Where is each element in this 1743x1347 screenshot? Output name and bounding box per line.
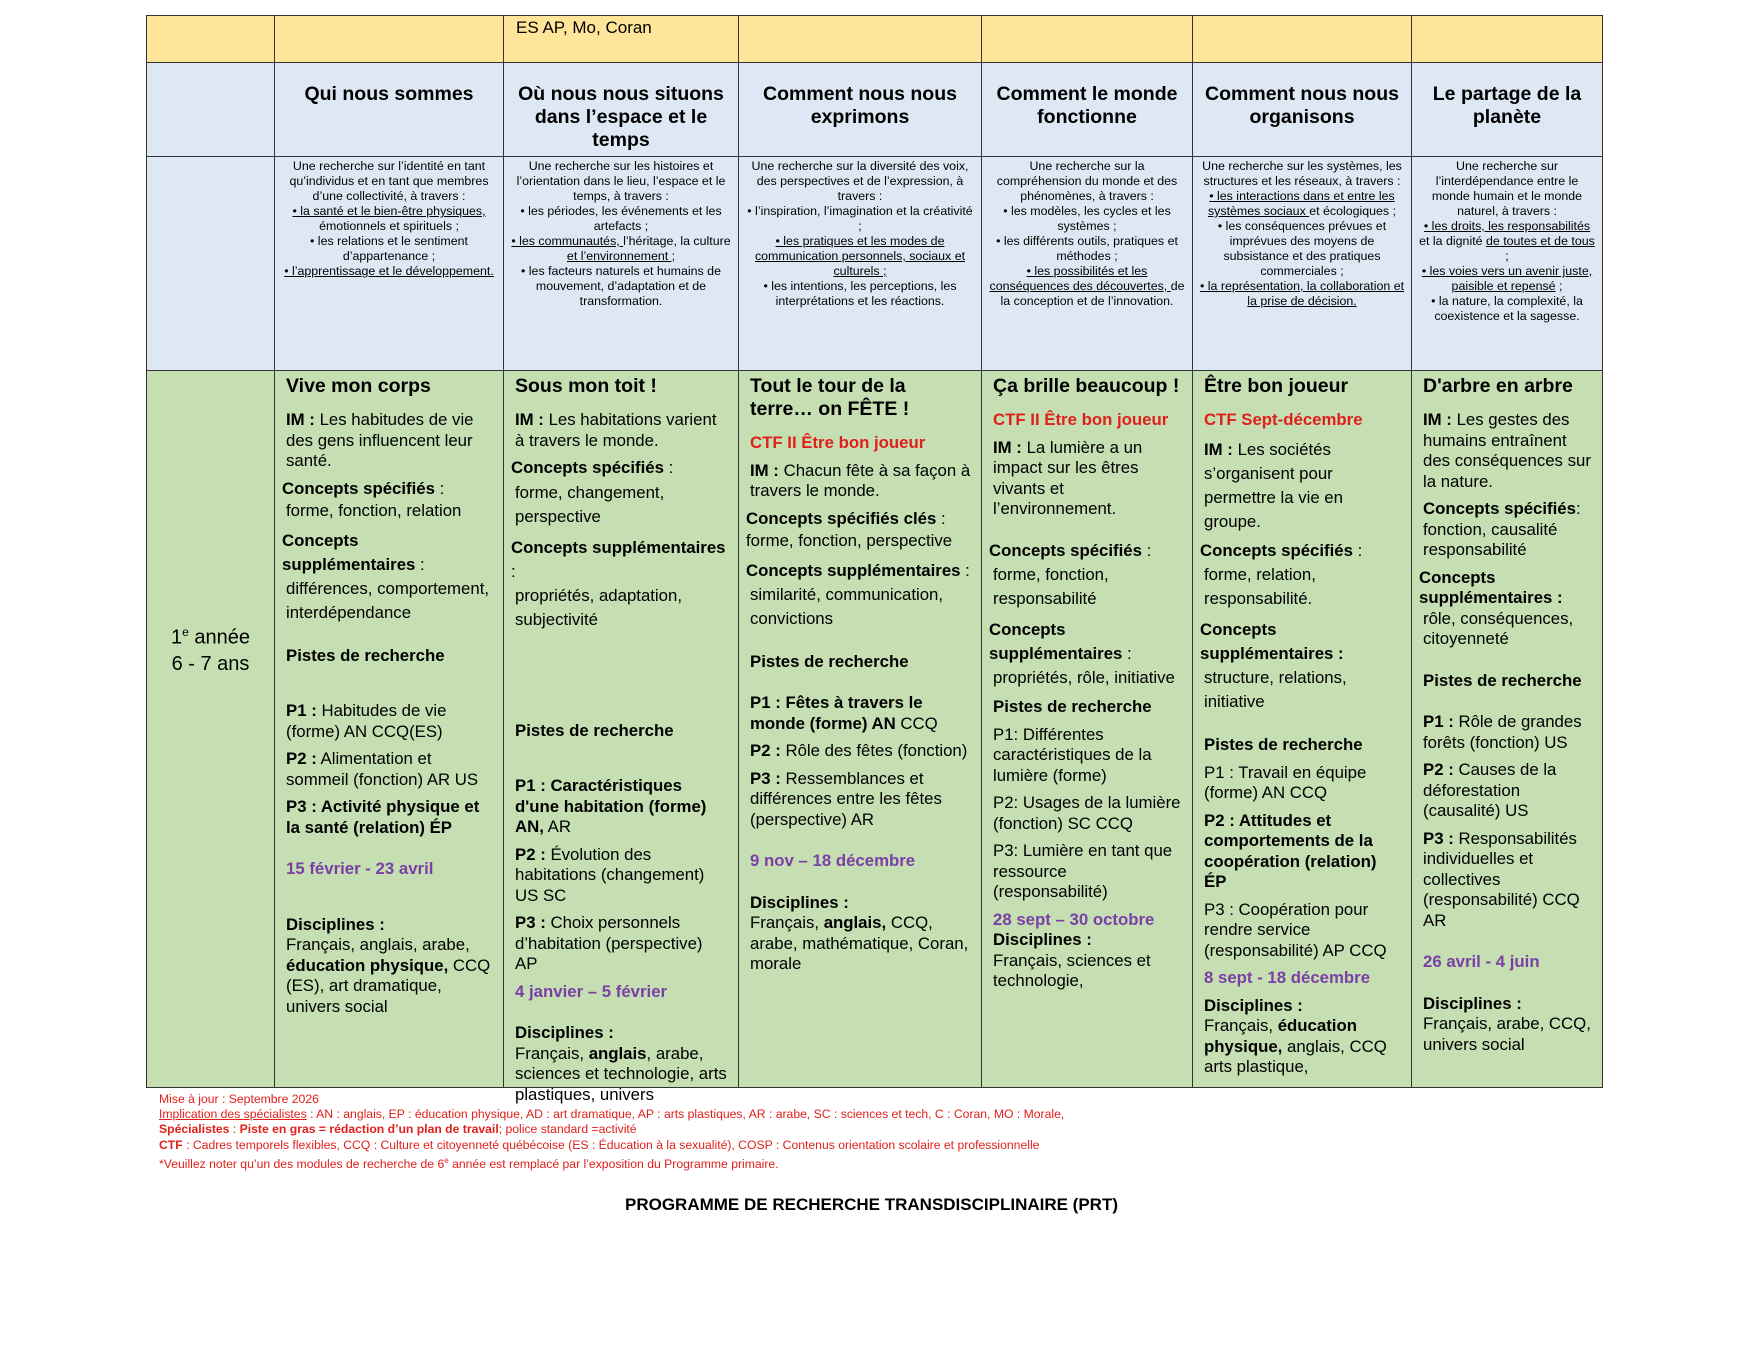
unit-cell: Tout le tour de la terre… on FÊTE ! CTF II Être bon joueur IM : Chacun fête à sa façon à travers le monde. Concepts spécifiés clés : forme, fonction, perspective Concepts supplémentaires : similarité, communication, convictions Pistes de recherche P1 : Fêtes à travers le monde (forme) AN CCQ P2 : Rôle des fêtes (fonction) P3 : Ressemblances et différences entre les fêtes (perspective) AR 9 nov – 18 décembre Disciplines : Français, anglais, CCQ, arabe, mathématique, Coran, morale bbox=[746, 375, 971, 973]
unit-dates: 15 février - 23 avril bbox=[286, 859, 434, 878]
ctf-label: CTF II Être bon joueur bbox=[750, 433, 926, 452]
theme-description: Une recherche sur la diversité des voix, des perspectives et de l’expression, à travers : • l’inspiration, l’imagination et la créativité ; • les pratiques et les modes de communication personnels, sociaux et culturels ; • les intentions, les perceptions, les interprétations et les réactions. bbox=[747, 159, 973, 308]
description-row bbox=[147, 157, 1603, 371]
ctf-label: CTF Sept-décembre bbox=[1204, 410, 1363, 429]
unit-title: Sous mon toit ! bbox=[515, 375, 657, 397]
theme-header: Le partage de la planète bbox=[1432, 83, 1582, 128]
unit-dates: 28 sept – 30 octobre bbox=[993, 909, 1155, 929]
unit-title: Vive mon corps bbox=[286, 375, 431, 397]
top-row bbox=[147, 16, 1603, 63]
top-row-text: ES AP, Mo, Coran bbox=[516, 18, 652, 37]
theme-description: Une recherche sur les histoires et l’orientation dans le lieu, l’espace et le temps, à travers : • les périodes, les événements et les artefacts ; • les communautés, l’héritage, la culture et l’environnement ; • les facteurs naturels et humains de mouvement, d’adaptation et de transformation. bbox=[511, 159, 731, 308]
unit-title: Être bon joueur bbox=[1204, 375, 1349, 397]
document-title: PROGRAMME DE RECHERCHE TRANSDISCIPLINAIRE (PRT) bbox=[624, 1195, 1119, 1214]
unit-dates: 9 nov – 18 décembre bbox=[750, 851, 916, 870]
prt-table bbox=[146, 15, 1603, 1104]
notes: Mise à jour : Septembre 2026 Implication des spécialistes : AN : anglais, EP : éducation physique, AD : art dramatique, AP : arts plastiques, AR : arabe, SC : sciences et tech, C : Coran, MO : Morale, Spécialistes : Piste en gras = rédaction d’un plan de travail; police standard =activité CTF : Cadres temporels flexibles, CCQ : Culture et citoyenneté québécoise (ES : Éducation à la sexualité), COSP : Contenus orientation scolaire et professionnelle *Veuillez noter qu’un des modules de recherche de 6e année est remplacé par l’exposition du Programme primaire. bbox=[159, 1092, 1065, 1171]
theme-header: Comment nous nous exprimons bbox=[763, 83, 957, 128]
unit-cell: D'arbre en arbre IM : Les gestes des humains entraînent des conséquences sur la nature. Concepts spécifiés: fonction, causalité responsabilité Concepts supplémentaires : rôle, conséquences, citoyenneté Pistes de recherche P1 : Rôle de grandes forêts (fonction) US P2 : Causes de la déforestation (causalité) US P3 : Responsabilités individuelles et collectives (responsabilité) CCQ AR 26 avril - 4 juin Disciplines : Français, arabe, CCQ, univers social bbox=[1419, 375, 1591, 1054]
theme-description: Une recherche sur les systèmes, les structures et les réseaux, à travers : • les interactions dans et entre les systèmes sociaux et écologiques ; • les conséquences prévues et imprévues des moyens de subsistance et des pratiques commerciales ; • la représentation, la collaboration et la prise de décision. bbox=[1199, 159, 1405, 308]
unit-dates: 8 sept - 18 décembre bbox=[1204, 968, 1371, 987]
unit-title: D'arbre en arbre bbox=[1423, 375, 1573, 397]
unit-cell: Ça brille beaucoup ! CTF II Être bon joueur IM : La lumière a un impact sur les êtres vivants et l’environnement. Concepts spécifiés : forme, fonction, responsabilité Concepts supplémentaires : propriétés, rôle, initiative Pistes de recherche P1: Différentes caractéristiques de la lumière (forme) P2: Usages de la lumière (fonction) SC CCQ P3: Lumière en tant que ressource (responsabilité) 28 sept – 30 octobre Disciplines : Français, sciences et technologie, bbox=[989, 375, 1181, 990]
unit-dates: 4 janvier – 5 février bbox=[515, 981, 668, 1001]
theme-description: Une recherche sur l’interdépendance entre le monde humain et le monde naturel, à travers : • les droits, les responsabilités et la dignité de toutes et de tous ; • les voies vers un avenir juste, paisible et repensé ; • la nature, la complexité, la coexistence et la sagesse. bbox=[1419, 159, 1595, 323]
theme-header: Où nous nous situons dans l’espace et le temps bbox=[518, 83, 724, 151]
theme-header: Comment nous nous organisons bbox=[1205, 83, 1399, 128]
theme-header: Comment le monde fonctionne bbox=[996, 83, 1178, 128]
theme-description: Une recherche sur la compréhension du monde et des phénomènes, à travers : • les modèles, les cycles et les systèmes ; • les différents outils, pratiques et méthodes ; • les possibilités et les conséquences des découvertes, de la conception et de l’innovation. bbox=[989, 159, 1185, 308]
unit-title: Ça brille beaucoup ! bbox=[993, 375, 1180, 397]
unit-cell: Vive mon corps IM : Les habitudes de vie des gens influencent leur santé. Concepts spécifiés : forme, fonction, relation Concepts supplémentaires : différences, comportement, interdépendance Pistes de recherche P1 : Habitudes de vie (forme) AN CCQ(ES) P2 : Alimentation et sommeil (fonction) AR US P3 : Activité physique et la santé (relation) ÉP 15 février - 23 avril Disciplines : Français, anglais, arabe, éducation physique, CCQ (ES), art dramatique, univers social bbox=[275, 371, 503, 1087]
unit-dates: 26 avril - 4 juin bbox=[1423, 952, 1540, 971]
theme-description: Une recherche sur l’identité en tant qu’individus et en tant que membres d’une collectivité, à travers : • la santé et le bien-être physiques, émotionnels et spirituels ; • les relations et le sentiment d’appartenance ; • l’apprentissage et le développement. bbox=[284, 159, 494, 278]
theme-row bbox=[147, 63, 1603, 157]
unit-title: Tout le tour de la terre… on FÊTE ! bbox=[750, 375, 910, 420]
unit-cell: Être bon joueur CTF Sept-décembre IM : Les sociétés s’organisent pour permettre la vie en groupe. Concepts spécifiés : forme, relation, responsabilité. Concepts supplémentaires : structure, relations, initiative Pistes de recherche P1 : Travail en équipe (forme) AN CCQ P2 : Attitudes et comportements de la coopération (relation) ÉP P3 : Coopération pour rendre service (responsabilité) AP CCQ 8 sept - 18 décembre Disciplines : Français, éducation physique, anglais, CCQ arts plastique, bbox=[1193, 371, 1411, 1087]
grade-label: 1e année 6 - 7 ans bbox=[171, 625, 250, 675]
unit-cell: Sous mon toit ! IM : Les habitations varient à travers le monde. Concepts spécifiés : forme, changement, perspective Concepts supplémentaires : propriétés, adaptation, subjectivité Pistes de recherche P1 : Caractéristiques d'une habitation (forme) AN, AR P2 : Évolution des habitations (changement) US SC P3 : Choix personnels d’habitation (perspective) AP 4 janvier – 5 février Disciplines : Français, anglais, arabe, sciences et technologie, arts plastiques, univers bbox=[511, 375, 727, 1104]
theme-header: Qui nous sommes bbox=[304, 83, 474, 105]
ctf-label: CTF II Être bon joueur bbox=[993, 410, 1169, 429]
grade-row bbox=[147, 371, 1603, 1088]
